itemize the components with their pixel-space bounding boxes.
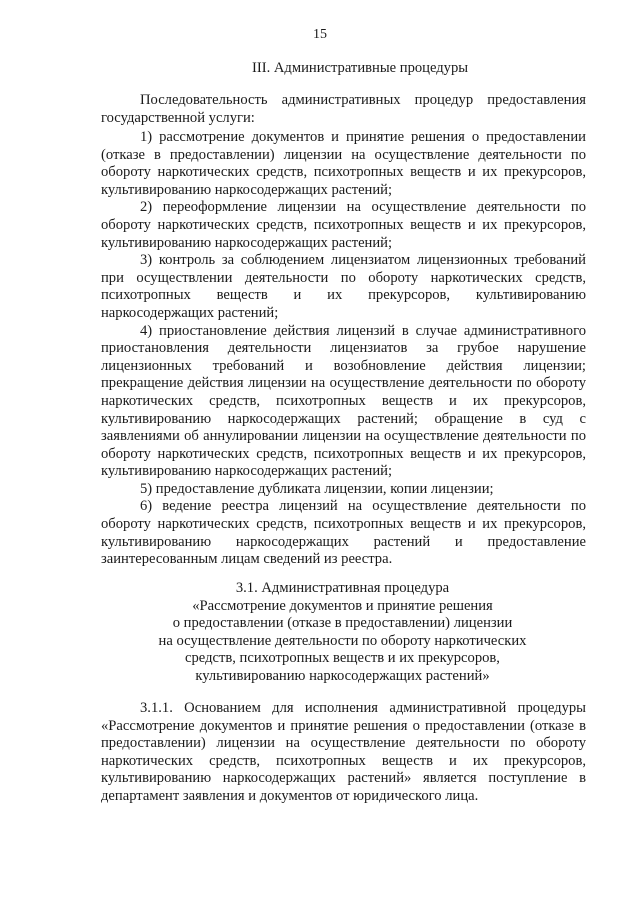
section-heading: III. Административные процедуры	[252, 60, 469, 76]
list-item: 2) переоформление лицензии на осуществление деятельности по обороту наркотических средств, психотропных веществ и их прекурсоров, культивированию наркосодержащих растений;	[101, 199, 586, 251]
list-item: 1) рассмотрение документов и принятие решения о предоставлении (отказе в предоставлении) лицензии на осуществление деятельности по обороту наркотических средств, психотропных веществ и их прекурсоров, культивированию наркосодержащих растений;	[101, 129, 586, 198]
subsection-heading	[100, 580, 585, 686]
list-item: 3) контроль за соблюдением лицензиатом лицензионных требований при осуществлении деятельности по обороту наркотических средств, психотропных веществ и их прекурсоров, культивированию наркосодержащих растений;	[101, 252, 586, 321]
page-number: 15	[313, 27, 327, 42]
subsection-heading-line: средств, психотропных веществ и их прекурсоров,	[185, 650, 500, 667]
subsection-heading-line: 3.1. Административная процедура	[235, 580, 450, 596]
subsection-heading-line: «Рассмотрение документов и принятие решения	[192, 597, 493, 614]
list-item: 5) предоставление дубликата лицензии, копии лицензии;	[140, 480, 494, 497]
subsection-heading-line: на осуществление деятельности по обороту наркотических	[158, 632, 527, 649]
subsection-paragraph: 3.1.1. Основанием для исполнения административной процедуры «Рассмотрение документов и принятие решения о предоставлении (отказе в предоставлении) лицензии на осуществление деятельности по обороту наркотических средств, психотропных веществ и их прекурсоров, культивированию наркосодержащих растений» является поступление в департамент заявления и документов от юридического лица.	[101, 700, 586, 804]
list-item: 6) ведение реестра лицензий на осуществление деятельности по обороту наркотических средств, психотропных веществ и их прекурсоров, культивированию наркосодержащих растений и предоставление заинтересованным лицам сведений из реестра.	[101, 498, 586, 568]
procedure-list	[101, 129, 586, 569]
subsection-heading-line: культивированию наркосодержащих растений»	[195, 667, 490, 684]
subsection-body	[101, 700, 586, 806]
subsection-heading-line: о предоставлении (отказе в предоставлении) лицензии	[172, 615, 513, 632]
intro-paragraph: Последовательность административных процедур предоставления государственной услуги:	[101, 92, 586, 126]
list-item: 4) приостановление действия лицензий в случае административного приостановления деятельности лицензиатов за грубое нарушение лицензионных требований и возобновление действия лицензии; прекращение действия лицензии на осуществление деятельности по обороту наркотических средств, психотропных веществ и их прекурсоров, культивированию наркосодержащих растений; обращение в суд с заявлениями об аннулировании лицензии на осуществление деятельности по обороту наркотических средств, психотропных веществ и их прекурсоров, культивированию наркосодержащих растений;	[101, 322, 586, 480]
intro-block	[101, 92, 586, 127]
